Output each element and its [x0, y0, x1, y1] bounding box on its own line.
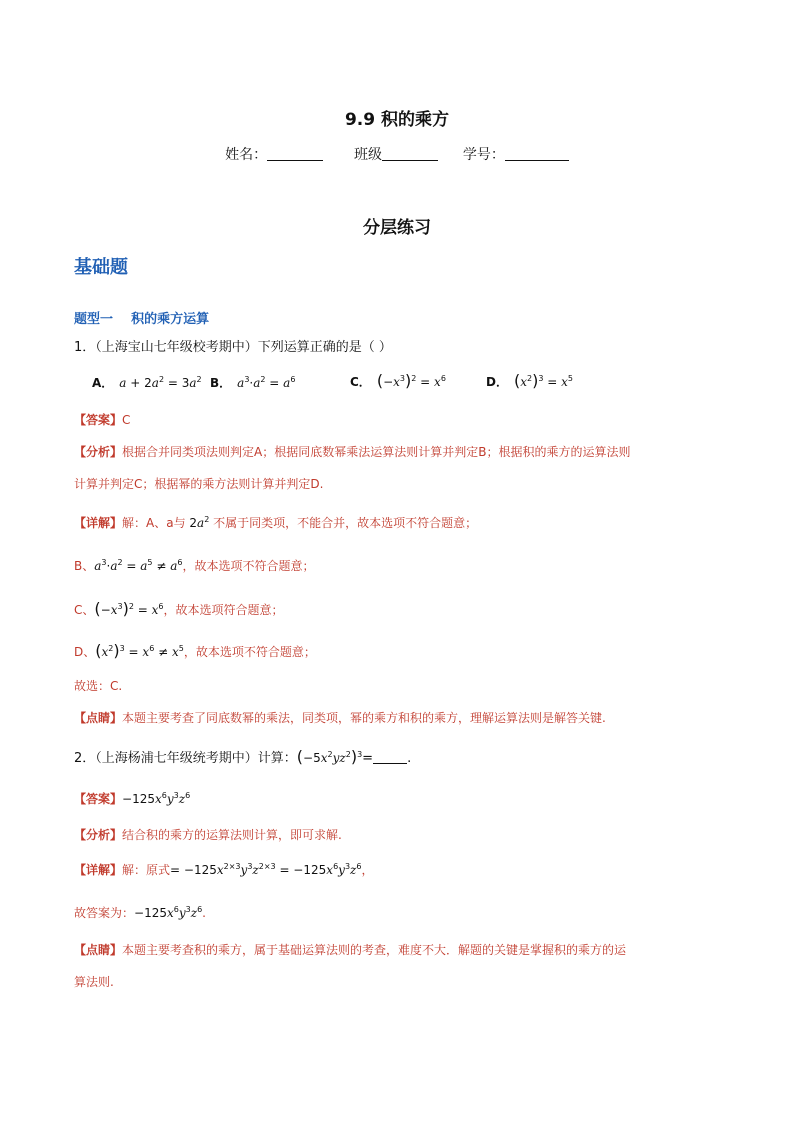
q1-option-d: D． $(x^2)^3 = x^5$: [486, 371, 573, 390]
q1-analysis: 【分析】根据合并同类项法则判定A；根据同底数幂乘法运算法则计算并判定B；根据积的乘方的运算法则: [74, 445, 631, 459]
q1-stem: 1．（上海宝山七年级校考期中）下列运算正确的是（ ）: [74, 340, 392, 355]
q2-answer-blank[interactable]: [373, 751, 407, 764]
q1-detail: 【详解】解：A、a与 $2a^2$ 不属于同类项，不能合并，故本选项不符合题意；: [74, 515, 478, 530]
option-b-label: B．: [210, 376, 232, 390]
q2-analysis: 【分析】结合积的乘方的运算法则计算，即可求解.: [74, 828, 342, 842]
q1-detail-c: C、$(-x^3)^2 = x^6$，故本选项符合题意；: [74, 599, 284, 618]
q2-comment: 【点睛】本题主要考查积的乘方，属于基础运算法则的考查，难度不大．解题的关键是掌握积的乘方的运: [74, 943, 627, 957]
q1-option-c: C． $(-x^3)^2 = x^6$: [350, 371, 446, 390]
q1-choose: 故选：C.: [74, 679, 123, 693]
option-c-label: C．: [350, 375, 371, 389]
page-title: 9.9 积的乘方: [344, 110, 450, 130]
name-blank[interactable]: [267, 146, 323, 161]
q2-final: 故答案为：$-125x^6y^3z^6$.: [74, 905, 206, 920]
q1-comment: 【点睛】本题主要考查了同底数幂的乘法，同类项，幂的乘方和积的乘方，理解运算法则是解答关键.: [74, 711, 606, 725]
q1-detail-d: D、$(x^2)^3 = x^6 \ne x^5$，故本选项不符合题意；: [74, 641, 316, 660]
question-type-title: 题型一 积的乘方运算: [74, 312, 210, 327]
q2-answer: 【答案】$-125x^6y^3z^6$: [74, 791, 191, 806]
q2-stem: 2．（上海杨浦七年级统考期中）计算：$(-5x^2yz^2)^3=$ .: [74, 747, 412, 766]
id-blank[interactable]: [505, 146, 569, 161]
q1-option-b: B． $a^3\cdot a^2 = a^6$: [210, 375, 296, 390]
option-d-label: D．: [486, 375, 508, 389]
name-label: 姓名：: [225, 147, 268, 163]
q1-option-a: A． $a + 2a^2 = 3a^2$: [92, 375, 202, 390]
q2-detail: 【详解】解：原式= $-125x^{2\times 3}y^3z^{2\times 3} = -125x^6y^3z^6$，: [74, 862, 374, 877]
q1-detail-b: B、$a^3\cdot a^2 = a^5 \ne a^6$，故本选项不符合题意；: [74, 558, 315, 573]
option-a-label: A．: [92, 376, 114, 390]
q1-answer: 【答案】C: [74, 413, 131, 427]
id-label: 学号：: [462, 147, 505, 163]
q2-comment-line2: 算法则.: [74, 975, 114, 989]
level-title: 基础题: [74, 257, 128, 278]
student-info-line: [0, 144, 794, 164]
section-title: 分层练习: [363, 218, 431, 238]
class-label: 班级: [354, 147, 382, 163]
q1-analysis-line2: 计算并判定C；根据幂的乘方法则计算并判定D.: [74, 477, 324, 491]
class-blank[interactable]: [382, 146, 438, 161]
